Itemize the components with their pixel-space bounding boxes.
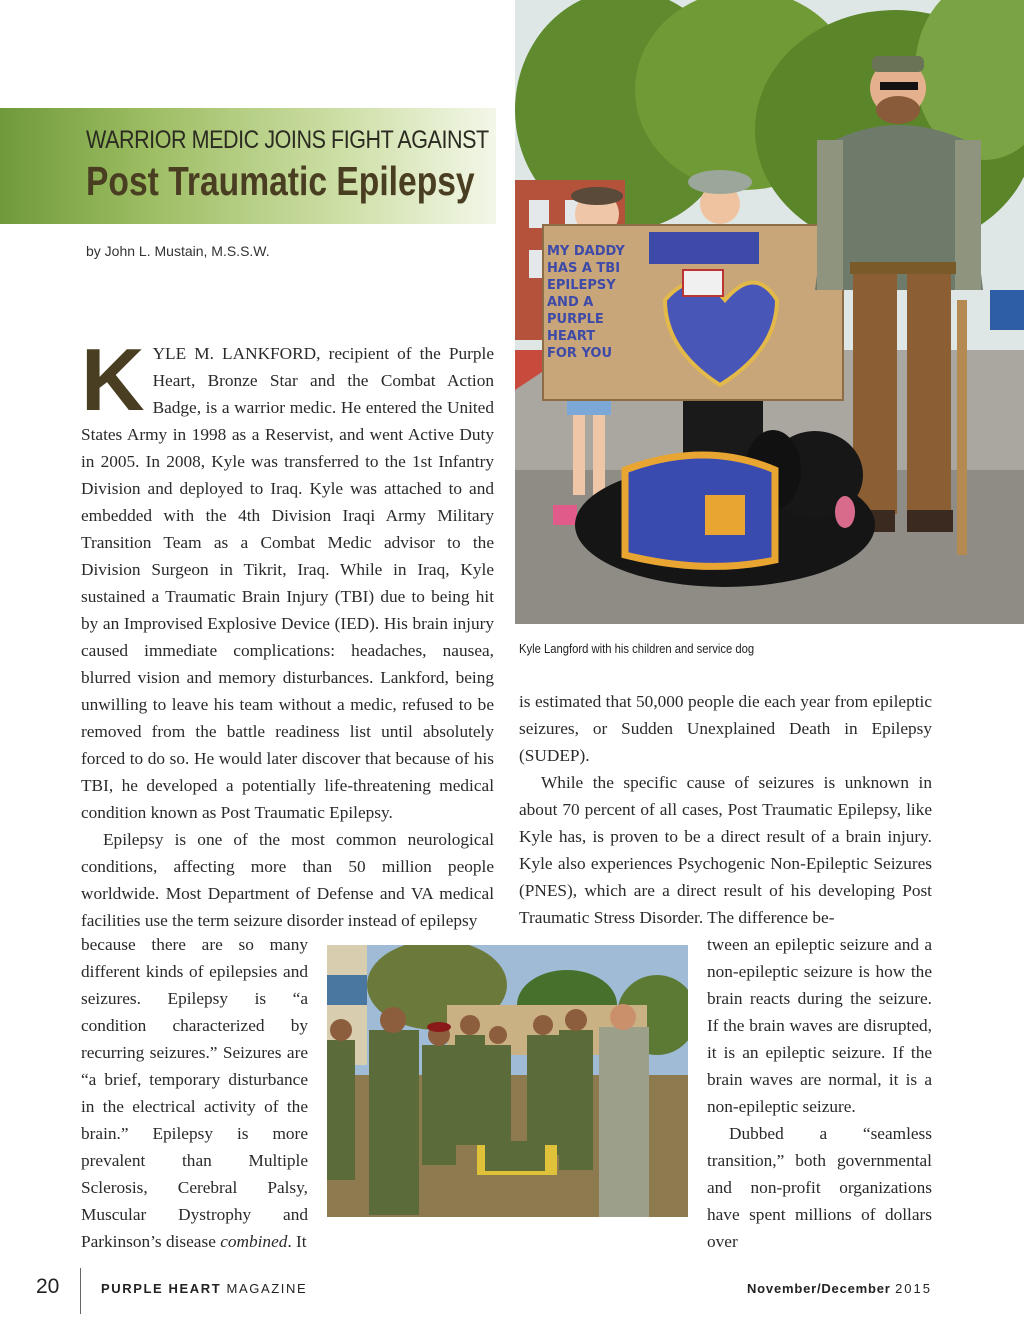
issue-year: 2015 xyxy=(895,1281,932,1296)
magazine-name-bold: PURPLE HEART xyxy=(101,1281,222,1296)
article-kicker: WARRIOR MEDIC JOINS FIGHT AGAINST xyxy=(86,126,489,154)
svg-text:PURPLE: PURPLE xyxy=(547,312,604,327)
paragraph-epilepsy-cont-text: because there are so many different kinds of epilepsies and seizures. Epilepsy is “a condition characterized by recurring seizures.” Seizures are “a brief, temporary disturbance in the electrical activity of the brain.” Epilepsy is more prevalent than Multiple Sclerosis, Cerebral Palsy, Muscular Dystrophy and Parkinson’s disease xyxy=(81,935,308,1251)
article-byline: by John L. Mustain, M.S.S.W. xyxy=(86,243,270,259)
photo-soldiers-training xyxy=(327,945,688,1217)
article-column-right-narrow xyxy=(707,931,932,1255)
svg-text:HAS A TBI: HAS A TBI xyxy=(547,261,621,276)
article-column-left xyxy=(81,330,494,934)
family-photo-illustration xyxy=(515,0,1024,624)
photo-family-service-dog xyxy=(515,0,1024,624)
article-headline: Post Traumatic Epilepsy xyxy=(86,158,475,204)
paragraph-epilepsy-tail: . It xyxy=(287,1232,307,1251)
article-column-left-narrow xyxy=(81,931,308,1255)
footer-divider xyxy=(80,1268,81,1314)
drop-cap: K xyxy=(81,330,145,429)
paragraph-sudep: is estimated that 50,000 people die each year from epileptic seizures, or Sudden Unexplained Death in Epilepsy (SUDEP). xyxy=(519,692,932,765)
svg-text:HEART: HEART xyxy=(547,329,596,344)
article-column-right xyxy=(519,688,932,931)
svg-text:EPILEPSY: EPILEPSY xyxy=(547,278,616,293)
issue-months: November/December xyxy=(746,1281,891,1296)
svg-text:AND A: AND A xyxy=(547,295,594,310)
paragraph-intro xyxy=(81,330,494,826)
svg-text:FOR YOU: FOR YOU xyxy=(547,346,613,361)
emphasis-combined: combined xyxy=(220,1232,288,1251)
paragraph-epilepsy-cont xyxy=(81,931,308,1255)
svg-text:MY DADDY: MY DADDY xyxy=(547,244,625,259)
photo-caption: Kyle Langford with his children and service dog xyxy=(519,642,755,656)
magazine-name-rest: MAGAZINE xyxy=(221,1281,308,1296)
paragraph-epilepsy: Epilepsy is one of the most common neurological conditions, affecting more than 50 million people worldwide. Most Department of Defense and VA medical facilities use the term seizure disorder instead of epilepsy xyxy=(81,830,494,930)
soldiers-photo-illustration xyxy=(327,945,688,1217)
paragraph-causes-cont: tween an epileptic seizure and a non-epileptic seizure is how the brain reacts during the seizure. If the brain waves are disrupted, it is an epileptic seizure. If the brain waves are normal, it is a non-epileptic seizure. xyxy=(707,935,932,1116)
paragraph-causes: While the specific cause of seizures is unknown in about 70 percent of all cases, Post Traumatic Epilepsy, like Kyle has, is proven to be a direct result of a brain injury. Kyle also experiences Psychogenic Non-Epileptic Seizures (PNES), which are a direct result of his developing Post Traumatic Stress Disorder. The difference be- xyxy=(519,773,932,927)
issue-date xyxy=(747,1281,932,1296)
paragraph-intro-text: YLE M. LANKFORD, recipient of the Purple Heart, Bronze Star and the Combat Action Badge, is a warrior medic. He entered the United States Army in 1998 as a Reservist, and went Active Duty in 2005. In 2008, Kyle was transferred to the 1st Infantry Division and deployed to Iraq. Kyle was attached to and embedded with the 4th Division Iraqi Army Military Transition Team as a Combat Medic advisor to the Division Surgeon in Tikrit, Iraq. While in Iraq, Kyle sustained a Traumatic Brain Injury (TBI) due to being hit by an Improvised Explosive Device (IED). His brain injury caused immediate complications: headaches, nausea, blurred vision and memory disturbances. Lankford, being unwilling to leave his team without a medic, refused to be removed from the battle readiness list until absolutely forced to do so. He would later discover that because of his TBI, he developed a potentially life-threatening medical condition known as Post Traumatic Epilepsy. xyxy=(81,344,494,822)
paragraph-transition: Dubbed a “seamless transition,” both governmental and non-profit organizations have spent millions of dollars over xyxy=(707,1124,932,1251)
page-number: 20 xyxy=(36,1275,60,1298)
magazine-name xyxy=(101,1281,307,1296)
